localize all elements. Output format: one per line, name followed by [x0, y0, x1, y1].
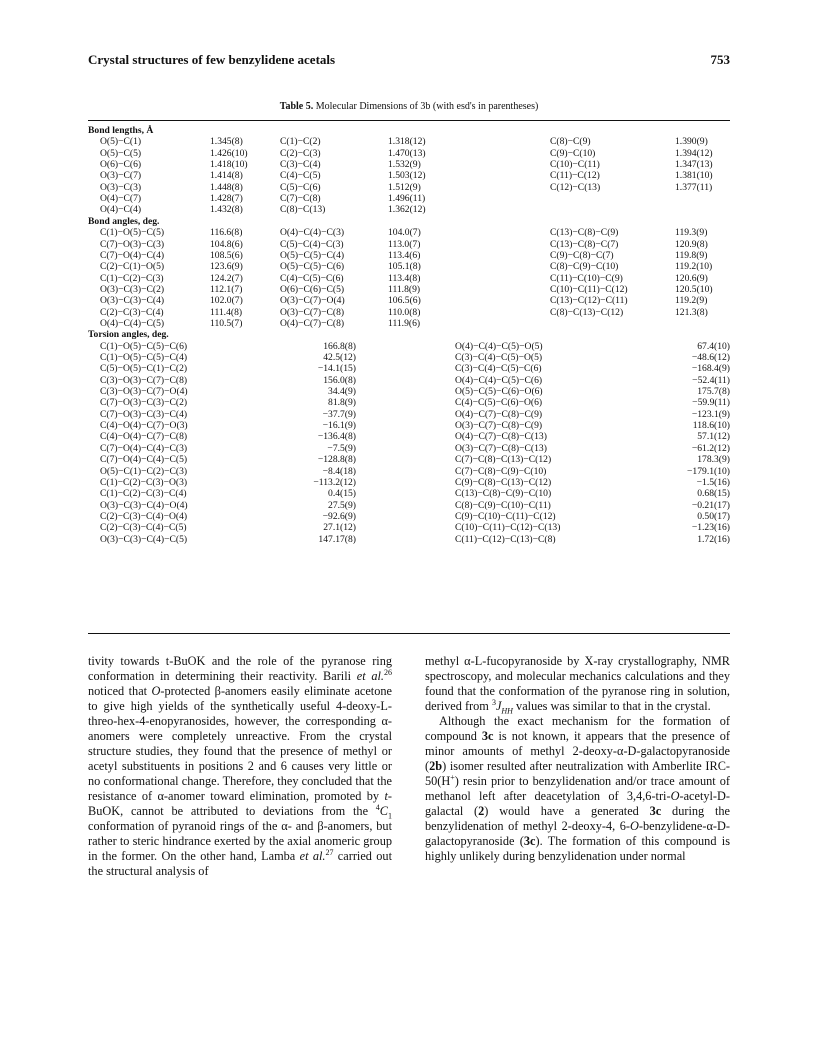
atom-label-cell: O(4)−C(7)−C(8)−C(9): [455, 408, 543, 420]
text-run: carried out the structural analysis of: [88, 849, 392, 878]
value-cell: 57.1(12): [697, 431, 730, 443]
value-cell: 111.9(6): [388, 317, 421, 329]
value-cell: 0.68(15): [697, 488, 730, 500]
bond-length-row: [88, 148, 730, 159]
text-run: values was similar to that in the crystal.: [512, 699, 711, 713]
text-run: 2b: [429, 759, 443, 773]
value-cell: −179.1(10): [687, 465, 730, 477]
section-torsion-angles-label: Torsion angles, deg.: [88, 329, 169, 341]
atom-label-cell: C(10)−C(11)−C(12)−C(13): [455, 522, 561, 534]
value-cell: −136.4(8): [317, 431, 356, 443]
value-cell: 104.8(6): [210, 238, 243, 250]
value-cell: 1.496(11): [388, 193, 426, 205]
text-run: J: [495, 699, 502, 713]
value-cell: 1.347(13): [675, 159, 713, 171]
value-cell: 1.394(12): [675, 147, 713, 159]
value-cell: 119.2(9): [675, 295, 708, 307]
atom-label-cell: C(7)−O(3)−C(3): [100, 238, 165, 250]
value-cell: 166.8(8): [323, 340, 356, 352]
atom-label-cell: C(7)−C(8): [280, 193, 321, 205]
value-cell: 1.426(10): [210, 147, 248, 159]
atom-label-cell: O(3)−C(3): [100, 181, 142, 193]
text-run: 3c: [649, 804, 662, 818]
atom-label-cell: O(4)−C(4): [100, 204, 142, 216]
value-cell: 111.4(8): [210, 306, 243, 318]
text-run: -benzylidene-α-D-galactopyranoside (: [425, 819, 730, 848]
atom-label-cell: O(3)−C(7)−C(8): [280, 306, 345, 318]
torsion-angle-row: [88, 488, 730, 499]
table-caption-text: Molecular Dimensions of 3b (with esd's in parentheses): [315, 101, 539, 112]
torsion-angle-row: [88, 341, 730, 352]
torsion-angle-row: [88, 386, 730, 397]
atom-label-cell: C(7)−O(3)−C(3)−C(4): [100, 408, 188, 420]
value-cell: 1.503(12): [388, 170, 426, 182]
atom-label-cell: C(2)−C(3): [280, 147, 321, 159]
molecular-dimensions-table: [88, 125, 730, 635]
atom-label-cell: O(5)−C(5): [100, 147, 142, 159]
value-cell: −168.4(9): [691, 363, 730, 375]
paragraph: [425, 654, 730, 714]
value-cell: 27.1(12): [323, 522, 356, 534]
bond-length-row: [88, 136, 730, 147]
atom-label-cell: O(3)−C(3)−C(4)−C(5): [100, 533, 188, 545]
atom-label-cell: C(4)−O(4)−C(7)−C(8): [100, 431, 188, 443]
value-cell: 124.2(7): [210, 272, 243, 284]
torsion-angle-row: [88, 477, 730, 488]
value-cell: 112.1(7): [210, 283, 243, 295]
torsion-angle-row: [88, 454, 730, 465]
value-cell: 0.4(15): [328, 488, 356, 500]
value-cell: −61.2(12): [691, 442, 730, 454]
value-cell: 1.72(16): [697, 533, 730, 545]
atom-label-cell: C(4)−C(5)−C(6)−O(6): [455, 397, 543, 409]
section-bond-lengths-label: Bond lengths, Å: [88, 125, 154, 136]
section-bond-angles: [88, 216, 730, 227]
text-run: methyl α-L-fucopyranoside by X-ray crystallography, NMR spectroscopy, and molecular mechanics calculations and they found that the conformation of the pyranose ring in solution, derived from: [425, 654, 730, 713]
torsion-angle-row: [88, 352, 730, 363]
atom-label-cell: C(3)−C(4): [280, 159, 321, 171]
value-cell: 1.532(9): [388, 159, 421, 171]
value-cell: 119.8(9): [675, 249, 708, 261]
value-cell: −7.5(9): [327, 442, 356, 454]
value-cell: 119.2(10): [675, 261, 713, 273]
value-cell: 156.0(8): [323, 374, 356, 386]
atom-label-cell: C(8)−C(9): [550, 136, 591, 148]
text-run: 3c: [523, 834, 536, 848]
text-run: 27: [325, 847, 334, 857]
atom-label-cell: C(7)−O(4)−C(4): [100, 249, 165, 261]
torsion-angle-row: [88, 511, 730, 522]
atom-label-cell: O(6)−C(6): [100, 159, 142, 171]
value-cell: 120.9(8): [675, 238, 708, 250]
text-run: 3: [491, 697, 496, 707]
bond-length-row: [88, 193, 730, 204]
bond-length-row: [88, 159, 730, 170]
atom-label-cell: O(5)−C(5)−C(6)−O(6): [455, 386, 543, 398]
atom-label-cell: C(13)−C(8)−C(9): [550, 227, 619, 239]
bond-angle-row: [88, 250, 730, 261]
atom-label-cell: O(4)−C(7)−C(8): [280, 317, 345, 329]
atom-label-cell: O(6)−C(6)−C(5): [280, 283, 345, 295]
text-run: conformation of pyranoid rings of the α- and β-anomers, but rather to steric hindrance exerted by the axial anomeric group in the former. On the other hand, Lamba: [88, 819, 392, 863]
value-cell: 1.448(8): [210, 181, 243, 193]
atom-label-cell: C(8)−C(13)−C(12): [550, 306, 624, 318]
text-run: is not known, it appears that the presence of minor amounts of methyl 2-deoxy-α-D-galactopyranoside (: [425, 729, 730, 773]
text-run: +: [450, 772, 455, 782]
torsion-angle-row: [88, 397, 730, 408]
atom-label-cell: C(2)−C(3)−C(4): [100, 306, 164, 318]
atom-label-cell: O(3)−C(7)−C(8)−C(9): [455, 420, 543, 432]
atom-label-cell: C(2)−C(3)−C(4)−C(5): [100, 522, 187, 534]
atom-label-cell: C(1)−C(2): [280, 136, 321, 148]
torsion-angle-row: [88, 522, 730, 533]
value-cell: 1.418(10): [210, 159, 248, 171]
atom-label-cell: O(5)−C(5)−C(6): [280, 261, 345, 273]
torsion-angle-row: [88, 409, 730, 420]
value-cell: 1.377(11): [675, 181, 713, 193]
value-cell: 27.5(9): [328, 499, 356, 511]
value-cell: 120.5(10): [675, 283, 713, 295]
text-run: tivity towards t-BuOK and the role of the pyranose ring conformation in determining their reactivity. Barili: [88, 654, 392, 683]
value-cell: −113.2(12): [313, 476, 356, 488]
value-cell: 1.318(12): [388, 136, 426, 148]
torsion-angle-row: [88, 443, 730, 454]
value-cell: 1.345(8): [210, 136, 243, 148]
atom-label-cell: O(4)−C(4)−C(5): [100, 317, 165, 329]
value-cell: 106.5(6): [388, 295, 421, 307]
atom-label-cell: C(3)−C(4)−C(5)−O(5): [455, 352, 543, 363]
text-run: 26: [384, 667, 392, 677]
text-run: 3c: [481, 729, 494, 743]
atom-label-cell: C(7)−O(3)−C(3)−C(2): [100, 397, 188, 409]
text-run: O: [670, 789, 680, 803]
torsion-angle-row: [88, 500, 730, 511]
atom-label-cell: O(3)−C(7): [100, 170, 142, 182]
value-cell: −16.1(9): [322, 420, 356, 432]
bond-angle-row: [88, 273, 730, 284]
value-cell: 1.428(7): [210, 193, 243, 205]
atom-label-cell: C(5)−O(5)−C(1)−C(2): [100, 363, 188, 375]
text-run: t: [384, 789, 388, 803]
text-run: ) isomer resulted after neutralization with Amberlite IRC-50(H: [425, 759, 730, 788]
atom-label-cell: O(5)−C(5)−C(4): [280, 249, 345, 261]
text-run: -acetyl-D-galactal (: [425, 789, 730, 818]
running-header-title: Crystal structures of few benzylidene acetals: [88, 52, 336, 67]
atom-label-cell: C(4)−C(5): [280, 170, 321, 182]
bond-angle-row: [88, 295, 730, 306]
bond-angle-row: [88, 307, 730, 318]
value-cell: 111.8(9): [388, 283, 421, 295]
value-cell: 42.5(12): [323, 352, 356, 363]
torsion-angle-row: [88, 363, 730, 374]
atom-label-cell: O(4)−C(7): [100, 193, 142, 205]
value-cell: 104.0(7): [388, 227, 421, 239]
section-bond-lengths: [88, 125, 730, 136]
atom-label-cell: C(13)−C(12)−C(11): [550, 295, 628, 307]
text-run: noticed that: [88, 684, 152, 698]
torsion-angle-row: [88, 466, 730, 477]
atom-label-cell: O(4)−C(4)−C(5)−C(6): [455, 374, 543, 386]
atom-label-cell: C(8)−C(9)−C(10): [550, 261, 619, 273]
text-run: ) would have a generated: [484, 804, 650, 818]
value-cell: 34.4(9): [328, 386, 356, 398]
atom-label-cell: C(9)−C(10): [550, 147, 596, 159]
value-cell: −59.9(11): [692, 397, 730, 409]
atom-label-cell: O(4)−C(7)−C(8)−C(13): [455, 431, 547, 443]
section-bond-angles-label: Bond angles, deg.: [88, 215, 160, 227]
body-text-left-column: [88, 654, 392, 879]
value-cell: −48.6(12): [691, 352, 730, 363]
atom-label-cell: C(12)−C(13): [550, 181, 601, 193]
text-run: et al.: [356, 669, 384, 683]
text-run: -BuOK, cannot be attributed to deviations from the: [88, 789, 392, 818]
value-cell: 110.5(7): [210, 317, 243, 329]
value-cell: 110.0(8): [388, 306, 421, 318]
torsion-angle-row: [88, 534, 730, 545]
torsion-angle-row: [88, 375, 730, 386]
atom-label-cell: C(4)−C(5)−C(6): [280, 272, 344, 284]
value-cell: −1.23(16): [691, 522, 730, 534]
atom-label-cell: O(3)−C(3)−C(4)−O(4): [100, 499, 188, 511]
value-cell: 102.0(7): [210, 295, 243, 307]
value-cell: 113.0(7): [388, 238, 421, 250]
atom-label-cell: O(4)−C(4)−C(3): [280, 227, 345, 239]
atom-label-cell: C(1)−O(5)−C(5)−C(6): [100, 340, 188, 352]
value-cell: 1.414(8): [210, 170, 243, 182]
bond-angle-row: [88, 239, 730, 250]
value-cell: 1.432(8): [210, 204, 243, 216]
atom-label-cell: C(11)−C(10)−C(9): [550, 272, 623, 284]
paragraph: [88, 654, 392, 879]
table-top-rule: [88, 120, 730, 121]
atom-label-cell: C(3)−O(3)−C(7)−C(8): [100, 374, 188, 386]
bond-length-row: [88, 170, 730, 181]
value-cell: −123.1(9): [691, 408, 730, 420]
atom-label-cell: O(5)−C(1)−C(2)−C(3): [100, 465, 188, 477]
text-run: C: [379, 804, 388, 818]
body-text-right-column: [425, 654, 730, 864]
atom-label-cell: O(5)−C(1): [100, 136, 142, 148]
atom-label-cell: C(4)−O(4)−C(7)−O(3): [100, 420, 188, 432]
value-cell: 116.6(8): [210, 227, 243, 239]
torsion-angle-row: [88, 431, 730, 442]
atom-label-cell: C(1)−C(2)−C(3)−C(4): [100, 488, 187, 500]
atom-label-cell: C(13)−C(8)−C(7): [550, 238, 619, 250]
atom-label-cell: C(1)−O(5)−C(5): [100, 227, 165, 239]
atom-label-cell: C(13)−C(8)−C(9)−C(10): [455, 488, 552, 500]
value-cell: 120.6(9): [675, 272, 708, 284]
bond-length-row: [88, 204, 730, 215]
value-cell: 67.4(10): [697, 340, 730, 352]
value-cell: 123.6(9): [210, 261, 243, 273]
torsion-angle-row: [88, 420, 730, 431]
text-run: 1: [388, 811, 392, 821]
text-run: O: [629, 819, 639, 833]
table-caption: [88, 101, 730, 112]
atom-label-cell: C(5)−C(4)−C(3): [280, 238, 344, 250]
text-run: HH: [501, 706, 513, 716]
atom-label-cell: C(1)−O(5)−C(5)−C(4): [100, 352, 188, 363]
value-cell: 178.3(9): [697, 454, 730, 466]
text-run: 4: [375, 802, 380, 812]
text-run: during the benzylidenation of methyl 2-deoxy-4, 6-: [425, 804, 730, 833]
atom-label-cell: O(3)−C(7)−O(4): [280, 295, 345, 307]
value-cell: −52.4(11): [692, 374, 730, 386]
value-cell: −8.4(18): [322, 465, 356, 477]
atom-label-cell: C(9)−C(8)−C(7): [550, 249, 614, 261]
atom-label-cell: C(5)−C(6): [280, 181, 321, 193]
atom-label-cell: C(2)−C(1)−O(5): [100, 261, 165, 273]
value-cell: 121.3(8): [675, 306, 708, 318]
atom-label-cell: C(7)−C(8)−C(13)−C(12): [455, 454, 552, 466]
atom-label-cell: C(7)−O(4)−C(4)−C(3): [100, 442, 188, 454]
value-cell: 0.50(17): [697, 510, 730, 522]
bond-angle-row: [88, 227, 730, 238]
atom-label-cell: C(11)−C(12)−C(13)−C(8): [455, 533, 556, 545]
atom-label-cell: O(4)−C(4)−C(5)−O(5): [455, 340, 543, 352]
atom-label-cell: C(1)−C(2)−C(3)−O(3): [100, 476, 188, 488]
paragraph: [425, 714, 730, 864]
atom-label-cell: C(2)−C(3)−C(4)−O(4): [100, 510, 188, 522]
atom-label-cell: O(3)−C(7)−C(8)−C(13): [455, 442, 547, 454]
value-cell: 1.512(9): [388, 181, 421, 193]
value-cell: 113.4(8): [388, 272, 421, 284]
text-run: ) resin prior to benzylidenation and/or trace amount of methanol left after deacetylation of 3,4,6-tri-: [425, 774, 730, 803]
value-cell: −0.21(17): [691, 499, 730, 511]
atom-label-cell: C(8)−C(13): [280, 204, 326, 216]
value-cell: 1.390(9): [675, 136, 708, 148]
value-cell: 1.381(10): [675, 170, 713, 182]
value-cell: 1.362(12): [388, 204, 426, 216]
text-run: -protected β-anomers easily eliminate acetone to give high yields of the synthetically useful 4-deoxy-L-threo-hex-4-enopyranosides, however, the corresponding α-anomers were completely unreactive. From the crystal structure studies, they found that the presence of methyl or acetyl substituents in positions 2 and 6 causes very little or no conformational change. Therefore, they concluded that the resistance of α-anomer toward elimination, promoted by: [88, 684, 392, 803]
atom-label-cell: O(3)−C(3)−C(4): [100, 295, 165, 307]
atom-label-cell: C(3)−O(3)−C(7)−O(4): [100, 386, 188, 398]
atom-label-cell: C(1)−C(2)−C(3): [100, 272, 164, 284]
value-cell: −128.8(8): [317, 454, 356, 466]
value-cell: 105.1(8): [388, 261, 421, 273]
atom-label-cell: C(11)−C(12): [550, 170, 600, 182]
bond-angle-row: [88, 261, 730, 272]
bond-length-row: [88, 182, 730, 193]
text-run: ). The formation of this compound is highly unlikely during benzylidenation under normal: [425, 834, 730, 863]
value-cell: 119.3(9): [675, 227, 708, 239]
value-cell: 1.470(13): [388, 147, 426, 159]
atom-label-cell: C(7)−O(4)−C(4)−C(5): [100, 454, 188, 466]
value-cell: −1.5(16): [696, 476, 730, 488]
atom-label-cell: C(9)−C(10)−C(11)−C(12): [455, 510, 556, 522]
text-run: et al.: [299, 849, 326, 863]
text-run: 2: [478, 804, 485, 818]
atom-label-cell: C(10)−C(11): [550, 159, 600, 171]
atom-label-cell: C(8)−C(9)−C(10)−C(11): [455, 499, 551, 511]
value-cell: 147.17(8): [318, 533, 356, 545]
bond-angle-row: [88, 284, 730, 295]
value-cell: 81.8(9): [328, 397, 356, 409]
section-torsion-angles: [88, 329, 730, 340]
text-run: Although the exact mechanism for the formation of compound: [425, 714, 730, 743]
value-cell: −92.6(9): [322, 510, 356, 522]
atom-label-cell: O(3)−C(3)−C(2): [100, 283, 165, 295]
bond-angle-row: [88, 318, 730, 329]
atom-label-cell: C(9)−C(8)−C(13)−C(12): [455, 476, 552, 488]
page-number: 753: [710, 52, 730, 67]
text-run: O: [151, 684, 161, 698]
value-cell: 108.5(6): [210, 249, 243, 261]
atom-label-cell: C(10)−C(11)−C(12): [550, 283, 628, 295]
atom-label-cell: C(3)−C(4)−C(5)−C(6): [455, 363, 542, 375]
value-cell: 113.4(6): [388, 249, 421, 261]
table-caption-label: Table 5.: [279, 101, 314, 112]
value-cell: −37.7(9): [322, 408, 356, 420]
value-cell: 175.7(8): [697, 386, 730, 398]
value-cell: 118.6(10): [692, 420, 730, 432]
atom-label-cell: C(7)−C(8)−C(9)−C(10): [455, 465, 547, 477]
value-cell: −14.1(15): [317, 363, 356, 375]
